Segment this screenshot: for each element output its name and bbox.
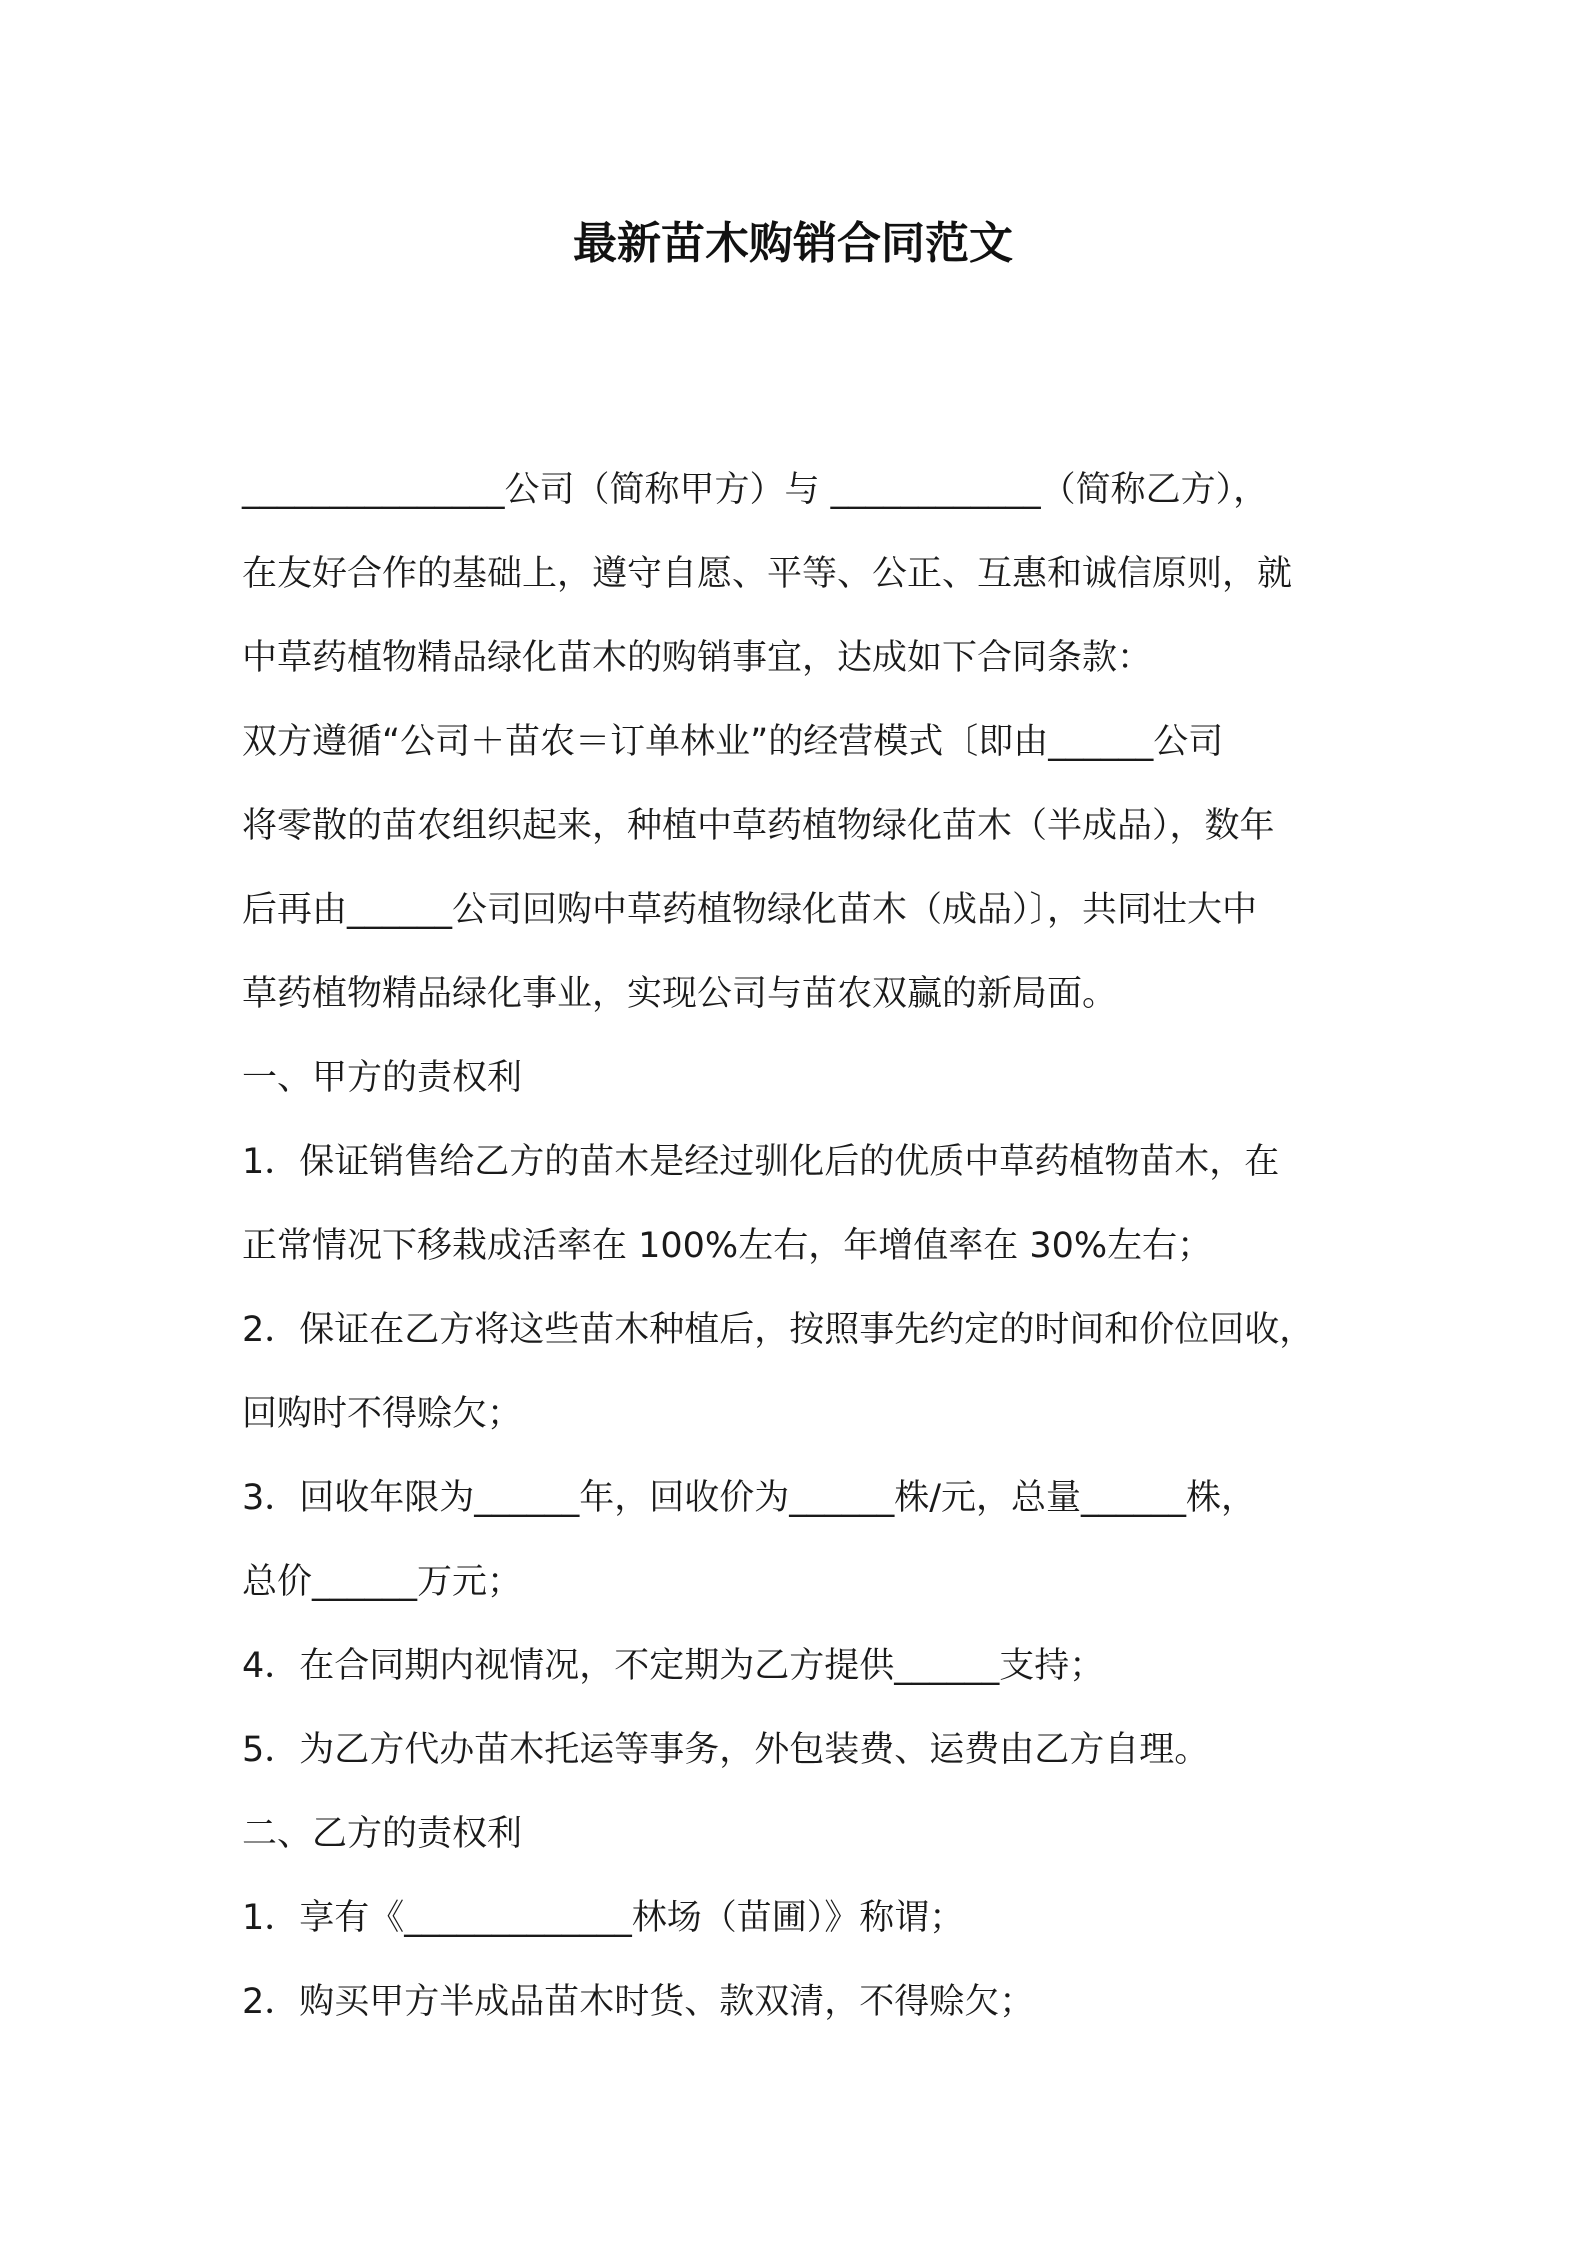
text-line: 2．保证在乙方将这些苗木种植后，按照事先约定的时间和价位回收， (242, 1310, 1315, 1350)
document-body (242, 448, 1382, 2044)
text-line: 2．购买甲方半成品苗木时货、款双清，不得赊欠； (242, 1982, 1035, 2022)
section-heading: 一、甲方的责权利 (242, 1058, 523, 1098)
text-line: 1．保证销售给乙方的苗木是经过驯化后的优质中草药植物苗木，在 (242, 1142, 1280, 1182)
text-line: 3．回收年限为______年，回收价为______株/元，总量______株， (242, 1478, 1257, 1518)
text-line: 回购时不得赊欠； (242, 1394, 523, 1434)
text-line: 双方遵循“公司＋苗农＝订单林业”的经营模式〔即由______公司 (242, 722, 1224, 762)
text-line: 将零散的苗农组织起来，种植中草药植物绿化苗木（半成品），数年 (242, 806, 1275, 846)
text-line: 草药植物精品绿化事业，实现公司与苗农双赢的新局面。 (242, 974, 1118, 1014)
text-line: _______________公司（简称甲方）与 ____________（简称乙方）， (242, 470, 1269, 510)
text-line: 4．在合同期内视情况，不定期为乙方提供______支持； (242, 1646, 1105, 1686)
text-line: 后再由______公司回购中草药植物绿化苗木（成品）〕，共同壮大中 (242, 890, 1258, 930)
text-line: 正常情况下移栽成活率在 100%左右，年增值率在 30%左右； (242, 1226, 1213, 1266)
document-title: 最新苗木购销合同范文 (573, 218, 1013, 269)
text-line: 1．享有《_____________林场（苗圃）》称谓； (242, 1898, 965, 1938)
text-line: 中草药植物精品绿化苗木的购销事宜，达成如下合同条款： (242, 638, 1153, 678)
section-heading: 二、乙方的责权利 (242, 1814, 523, 1854)
text-line: 5．为乙方代办苗木托运等事务，外包装费、运费由乙方自理。 (242, 1730, 1210, 1770)
text-line: 在友好合作的基础上，遵守自愿、平等、公正、互惠和诚信原则，就 (242, 554, 1293, 594)
text-line: 总价______万元； (242, 1562, 523, 1602)
